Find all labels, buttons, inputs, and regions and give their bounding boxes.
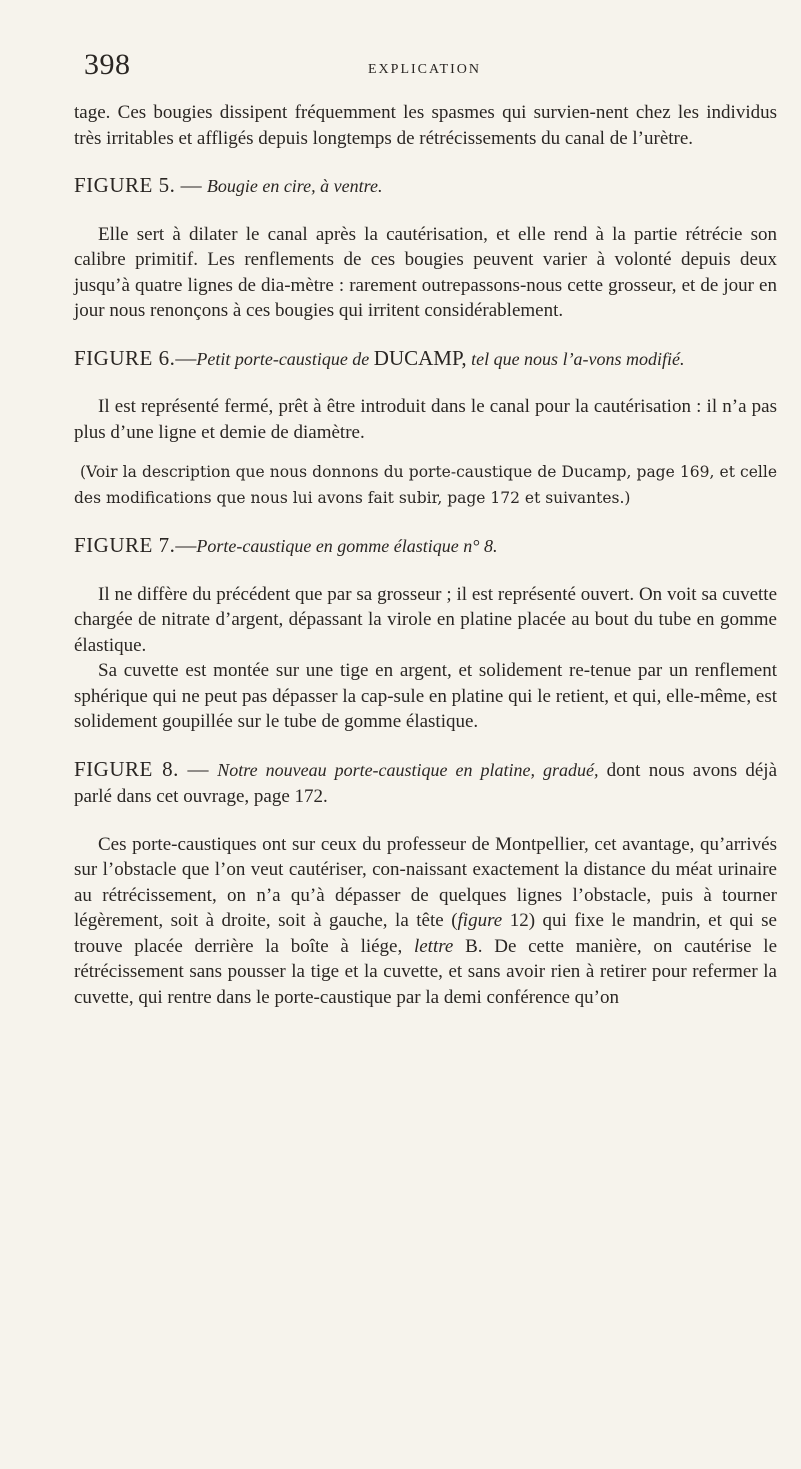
figure-8-title: Notre nouveau porte-caustique en platine, gradué, xyxy=(217,759,599,780)
figure-5-label: FIGURE 5. xyxy=(74,173,176,197)
paragraph-figure-7-a: Il ne diffère du précédent que par sa grosseur ; il est représenté ouvert. On voit sa cuvette chargée de nitrate d’argent, dépassant la virole en platine placée au bout du tube en gomme élastique. xyxy=(74,583,777,656)
paragraph-figure-7-b: Sa cuvette est montée sur une tige en argent, et solidement re-tenue par un renflement sphérique qui ne peut pas dépasser la cap-sule en platine qui le retient, et qui, elle-même, est solidement goupillée sur le tube de gomme élastique. xyxy=(74,660,777,732)
paragraph-figure-8 xyxy=(74,832,777,1011)
paragraph-figure-8-part-a: Ces porte-caustiques ont sur ceux du professeur de Montpellier, cet avantage, qu’arrivés sur l’obstacle que l’on veut cautériser, con-naissant exactement la distance du méat urinaire au rétrécissement, on n’a qu’à dépasser de quelques lignes l’obstacle, puis à tourner légèrement, soit à droite, soit à gauche, la tête ( xyxy=(74,833,777,931)
figure-7-separator: — xyxy=(175,533,197,557)
page-number: 398 xyxy=(84,48,131,81)
figure-5-separator: — xyxy=(175,173,207,197)
figure-6-label: FIGURE 6. xyxy=(74,345,176,370)
running-title: EXPLICATION xyxy=(368,62,481,77)
paragraph-figure-8-part-c: B. De cette manière, on cautérise le rétrécissement sans pousser la tige et la cuvette, et sans avoir rien à retirer pour refermer la cuvette, qui rentre dans le porte-caustique par la demi conférence qu’on xyxy=(74,935,778,1008)
paragraph-continuation: tage. Ces bougies dissipent fréquemment les spasmes qui survien-nent chez les individus très irritables et affligés depuis longtemps de rétrécissements du canal de l’urètre. xyxy=(74,102,777,149)
paragraph-figure-8-part-b: 12) qui fixe le mandrin, et qui se trouve placée derrière la boîte à liége, xyxy=(74,910,777,957)
paragraph-figure-6: Il est représenté fermé, prêt à être introduit dans le canal pour la cautérisation : il n’a pas plus d’une ligne et demie de diamètre. xyxy=(74,396,777,443)
page-body xyxy=(74,100,777,1010)
figure-6-separator: — xyxy=(175,345,197,370)
figure-8-heading xyxy=(74,757,777,810)
figure-8-rest: dont nous avons déjà parlé dans cet ouvrage, page 172. xyxy=(74,759,778,807)
figure-7-heading xyxy=(74,533,777,560)
figure-5-heading xyxy=(74,173,777,200)
running-head xyxy=(74,48,775,88)
figure-8-separator: — xyxy=(178,756,218,781)
letter-reference: lettre xyxy=(413,935,454,957)
figure-7-title: Porte-caustique en gomme élastique n° 8. xyxy=(196,536,498,556)
reference-note: (Voir la description que nous donnons du porte-caustique de Ducamp, page 169, et celle des modifications que nous lui avons fait subir, page 172 et suivantes.) xyxy=(74,463,777,507)
figure-8-label: FIGURE 8. xyxy=(74,756,179,781)
figure-5-title: Bougie en cire, à ventre. xyxy=(206,176,383,196)
paragraph-figure-5: Elle sert à dilater le canal après la cautérisation, et elle rend à la partie rétrécie son calibre primitif. Les renflements de ces bougies peuvent varier à volonté depuis deux jusqu’à quatre lignes de dia-mètre : rarement outrepassons-nous cette grosseur, et de jour en jour nous renonçons à ces bougies qui irritent considérablement. xyxy=(74,223,777,321)
figure-7-label: FIGURE 7. xyxy=(74,533,176,557)
figure-6-author: DUCAMP, xyxy=(373,345,467,370)
figure-6-title-a: Petit porte-caustique de xyxy=(196,348,374,369)
figure-6-title-b: tel que nous l’a-vons modifié. xyxy=(466,348,685,369)
figure-reference: figure xyxy=(457,910,503,931)
figure-6-heading xyxy=(74,346,777,373)
